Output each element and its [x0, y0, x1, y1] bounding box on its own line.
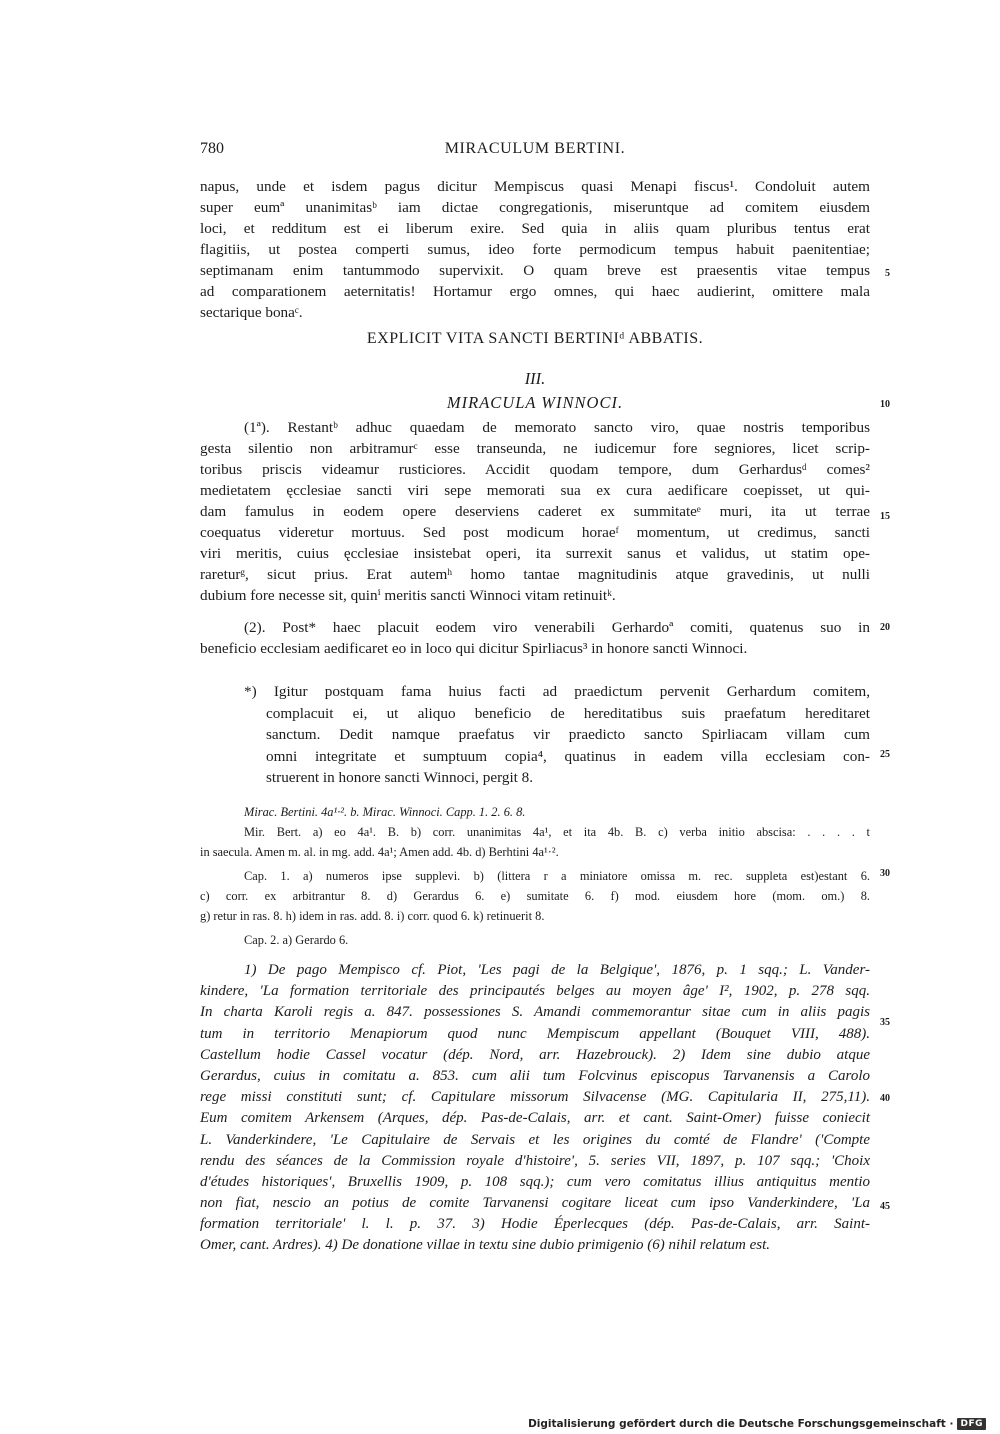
- footnote-line: Gerardus, cuius in comitatu a. 853. cum alii tum Folcvinus episcopus Tarvanensis a Carolo: [200, 1067, 870, 1084]
- text-line: complacuit ei, ut aliquo beneficio de hereditatibus suis praefatum hereditaret: [266, 704, 870, 722]
- footnote-line: In charta Karoli regis a. 847. possessiones S. Amandi commemorantur sitae cum in aliis pagis: [200, 1004, 870, 1021]
- apparatus-line: Cap. 1. a) numeros ipse supplevi. b) (littera r a miniatore omissa m. rec. suppleta est)estant 6.: [244, 869, 870, 883]
- dfg-logo: DFG: [957, 1418, 986, 1430]
- text-line: napus, unde et isdem pagus dicitur Mempiscus quasi Menapi fiscus¹. Condoluit autem: [200, 178, 870, 195]
- text-line: rareturᵍ, sicut prius. Erat autemʰ homo tantae magnitudinis atque gravedinis, ut nulli: [200, 566, 870, 583]
- footnote-line: L. Vanderkindere, 'Le Capitulaire de Servais et les origines du comté de Flandre' ('Compte: [200, 1131, 870, 1148]
- apparatus-line: Mir. Bert. a) eo 4a¹. B. b) corr. unanimitas 4a¹, et ita 4b. B. c) verba initio abscisa: . . . . t: [244, 825, 870, 839]
- margin-line-number: 25: [880, 749, 890, 760]
- footnote-line: rege missi constituti sunt; cf. Capitulare missorum Silvacense (MG. Capitularia II, 275,11).: [200, 1089, 870, 1106]
- text-line: toribus priscis videamur rusticiores. Accidit quodam tempore, dum Gerhardusᵈ comes²: [200, 461, 870, 478]
- margin-line-number: 35: [880, 1017, 890, 1028]
- apparatus-line: c) corr. ex arbitrantur 8. d) Gerardus 6. e) sumitate 6. f) mod. eiusdem hore (mom. om.) 8.: [200, 889, 870, 903]
- footnotes: [200, 960, 870, 1257]
- text-line: ad comparationem aeternitatis! Hortamur ergo omnes, qui haec audierint, omittere mala: [200, 283, 870, 300]
- running-title: MIRACULUM BERTINI.: [444, 140, 626, 157]
- footnote-line: Eum comitem Arkensem (Arques, dép. Pas-de-Calais, arr. et cant. Saint-Omer) fuisse coniecit: [200, 1110, 870, 1127]
- section-number: III.: [524, 369, 546, 388]
- text-line: sanctum. Dedit namque praefatus vir praedicto sancto Spirliacam villam cum: [266, 726, 870, 743]
- explicit-title: EXPLICIT VITA SANCTI BERTINIᵈ ABBATIS.: [366, 330, 704, 347]
- apparatus-line: Mirac. Bertini. 4a¹·². b. Mirac. Winnoci. Capp. 1. 2. 6. 8.: [244, 805, 526, 819]
- footnote-line: 1) De pago Mempisco cf. Piot, 'Les pagi de la Belgique', 1876, p. 1 sqq.; L. Vander-: [244, 962, 870, 978]
- text-line: super eumª unanimitasᵇ iam dictae congregationis, miseruntque ad comitem eiusdem: [200, 199, 870, 216]
- footnote-line: Castellum hodie Cassel vocatur (dép. Nord, arr. Hazebrouck). 2) Idem sine dubio atque: [200, 1046, 870, 1063]
- text-line: septimanam enim tantummodo supervixit. O quam breve est praesentis vitae tempus: [200, 262, 870, 279]
- chapter-2: [200, 617, 870, 659]
- page-number: 780: [200, 140, 224, 157]
- text-line: flagitiis, ut postea comperti sumus, ideo forte permodicum tempus habuit paenitentiae;: [200, 241, 870, 258]
- critical-apparatus: [200, 802, 870, 950]
- footnote-line: kindere, 'La formation territoriale des principautés belges au moyen âge' I², 1902, p. 278 sqq.: [200, 983, 870, 1000]
- apparatus-line: Cap. 2. a) Gerardo 6.: [244, 933, 349, 947]
- page-header: [200, 140, 870, 164]
- apparatus-line: g) retur in ras. 8. h) idem in ras. add. 8. i) corr. quod 6. k) retinuerit 8.: [200, 909, 545, 923]
- chapter-1: [200, 417, 870, 606]
- text-line: sectarique bonaᶜ.: [200, 304, 303, 321]
- credit-text: Digitalisierung gefördert durch die Deutsche Forschungsgemeinschaft ·: [528, 1418, 954, 1430]
- text-line: medietatem ęcclesiae sancti viri sepe memorati sua ex cura aedificare coepisset, ut qui-: [200, 482, 870, 499]
- text-line: struerent in honore sancti Winnoci, pergit 8.: [266, 769, 534, 786]
- apparatus-line: in saecula. Amen m. al. in mg. add. 4a¹; Amen add. 4b. d) Berhtini 4a¹·².: [200, 845, 559, 859]
- body-text-top: [200, 176, 870, 323]
- text-line: coequatus videretur mortuus. Sed post modicum horaeᶠ momentum, ut credimus, sancti: [200, 524, 870, 541]
- margin-line-number: 40: [880, 1093, 890, 1104]
- text-line: dam famulus in eodem opere deserviens caderet ex summitateᵉ muri, ita ut terrae: [200, 503, 870, 520]
- text-line: viri meritis, cuius ęcclesiae insistebat operi, ita surrexit sanus et validus, ut statim ope-: [200, 545, 870, 562]
- margin-line-number: 10: [880, 399, 890, 410]
- text-line: *) Igitur postquam fama huius facti ad praedictum pervenit Gerhardum comitem,: [244, 683, 870, 700]
- text-line: loci, et redditum est ei liberum exire. Sed quia in aliis quam pluribus tentus erat: [200, 220, 870, 237]
- text-line: omni integritate et sumptuum copia⁴, quatinus in eadem villa ecclesiam con-: [266, 747, 870, 765]
- text-line: (2). Post* haec placuit eodem viro venerabili Gerhardoª comiti, quatenus suo in: [244, 619, 870, 636]
- margin-line-number: 45: [880, 1201, 890, 1212]
- footnote-line: rendu des séances de la Commission royale d'histoire', 5. series VII, 1897, p. 107 sqq.; 'Choix: [200, 1152, 870, 1169]
- footnote-line: tum in territorio Menapiorum quod nunc Mempiscum appellant (Bouquet VIII, 488).: [200, 1025, 870, 1042]
- margin-line-number: 15: [880, 511, 890, 522]
- footnote-line: non fiat, nescio an potius de comite Tarvanensi cogitare liceat cum ipso Vanderkindere, 'La: [200, 1195, 870, 1212]
- text-line: gesta silentio non arbitramurᶜ esse transeunda, ne iudicemur fore segniores, licet scrip-: [200, 440, 870, 457]
- text-line: dubium fore necesse sit, quinⁱ meritis sancti Winnoci vitam retinuitᵏ.: [200, 587, 616, 604]
- margin-line-number: 5: [885, 268, 890, 279]
- footnote-line: d'études historiques', Bruxellis 1909, p. 108 sqq.); cum vero comitatus illius antiquitus mentio: [200, 1173, 870, 1190]
- margin-line-number: 20: [880, 622, 890, 633]
- text-line: (1ª). Restantᵇ adhuc quaedam de memorato sancto viro, quae nostris temporibus: [244, 419, 870, 436]
- digitization-credit: [528, 1418, 986, 1430]
- footnote-line: formation territoriale' l. l. p. 37. 3) Hodie Éperlecques (dép. Pas-de-Calais, arr. Saint-: [200, 1216, 870, 1233]
- text-line: beneficio ecclesiam aedificaret eo in loco qui dicitur Spirliacus³ in honore sancti Winnoci.: [200, 640, 748, 657]
- margin-line-number: 30: [880, 868, 890, 879]
- section-title: MIRACULA WINNOCI.: [446, 393, 624, 412]
- star-note: [200, 681, 870, 789]
- footnote-line: Omer, cant. Ardres). 4) De donatione villae in textu sine dubio primigenio (6) nihil relatum est.: [200, 1237, 771, 1254]
